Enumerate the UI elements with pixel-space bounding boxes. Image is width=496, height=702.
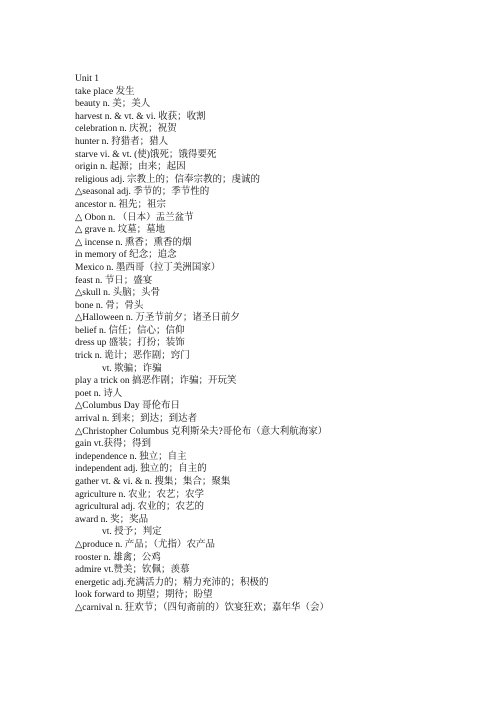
- vocabulary-entry: △Columbus Day 哥伦布日: [75, 401, 180, 412]
- vocabulary-entry: △produce n. 产品；（尤指）农产品: [75, 539, 216, 550]
- vocabulary-entry: celebration n. 庆祝；祝贺: [75, 124, 177, 135]
- vocabulary-entry: origin n. 起源；由来；起因: [75, 162, 186, 173]
- vocabulary-entry: arrival n. 到来；到达；到达者: [75, 414, 198, 425]
- vocabulary-entry: △skull n. 头脑；头骨: [75, 288, 161, 299]
- vocabulary-entry: hunter n. 狩猎者；猎人: [75, 136, 169, 147]
- vocabulary-entry: religious adj. 宗教上的；信奉宗教的；虔诚的: [75, 174, 260, 185]
- vocabulary-entry: vt. 授予；判定: [102, 527, 162, 538]
- vocabulary-entry: Mexico n. 墨西哥（拉丁美洲国家）: [75, 262, 221, 273]
- vocabulary-entry: trick n. 诡计；恶作剧；窍门: [75, 351, 190, 362]
- vocabulary-entry: independence n. 独立；自主: [75, 451, 187, 462]
- vocabulary-entry: △ Obon n. （日本）盂兰盆节: [75, 212, 194, 223]
- vocabulary-entry: vt. 欺骗；诈骗: [102, 363, 162, 374]
- vocabulary-entry: take place 发生: [75, 86, 135, 97]
- vocabulary-entry: poet n. 诗人: [75, 388, 123, 399]
- vocabulary-entry: agricultural adj. 农业的；农艺的: [75, 502, 205, 513]
- vocabulary-entry: admire vt.赞美；钦佩；羡慕: [75, 565, 190, 576]
- vocabulary-entry: agriculture n. 农业；农艺；农学: [75, 489, 205, 500]
- vocabulary-entry: △ grave n. 坟墓；墓地: [75, 225, 166, 236]
- vocabulary-entry: △carnival n. 狂欢节；（四旬斋前的）饮宴狂欢；嘉年华（会）: [75, 602, 330, 613]
- vocabulary-entry: play a trick on 搞恶作剧；诈骗；开玩笑: [75, 376, 237, 387]
- vocabulary-entry: gather vt. & vi. & n. 搜集；集合；聚集: [75, 477, 231, 487]
- vocabulary-entry: harvest n. & vt. & vi. 收获；收割: [75, 111, 206, 122]
- vocabulary-entry: △Christopher Columbus 克利斯朵夫?哥伦布（意大利航海家）: [75, 426, 328, 437]
- vocabulary-entry: beauty n. 美；美人: [75, 99, 151, 110]
- vocabulary-entry: △seasonal adj. 季节的；季节性的: [75, 187, 210, 198]
- vocabulary-entry: starve vi. & vt. (使)饿死；饿得要死: [75, 149, 217, 160]
- unit-heading: Unit 1: [75, 74, 100, 84]
- vocabulary-entry: △Halloween n. 万圣节前夕；诸圣日前夕: [75, 313, 240, 324]
- vocabulary-entry: feast n. 节日；盛宴: [75, 275, 153, 286]
- vocabulary-entry: △ incense n. 熏香；熏香的烟: [75, 237, 192, 248]
- vocabulary-entry: dress up 盛装；打扮；装饰: [75, 338, 185, 349]
- vocabulary-entry: rooster n. 雄禽；公鸡: [75, 552, 161, 563]
- vocabulary-entry: ancestor n. 祖先；祖宗: [75, 199, 167, 210]
- vocabulary-entry: award n. 奖；奖品: [75, 514, 149, 525]
- vocabulary-entry: belief n. 信任；信心；信仰: [75, 325, 185, 336]
- vocabulary-entry: in memory of 纪念；追念: [75, 250, 177, 261]
- vocabulary-list: [75, 86, 329, 615]
- vocabulary-entry: independent adj. 独立的；自主的: [75, 464, 207, 475]
- vocabulary-entry: look forward to 期望；期待；盼望: [75, 590, 213, 601]
- vocabulary-entry: gain vt.获得；得到: [75, 439, 151, 450]
- vocabulary-entry: bone n. 骨；骨头: [75, 300, 144, 311]
- vocabulary-entry: energetic adj.充满活力的；精力充沛的；积极的: [75, 577, 269, 588]
